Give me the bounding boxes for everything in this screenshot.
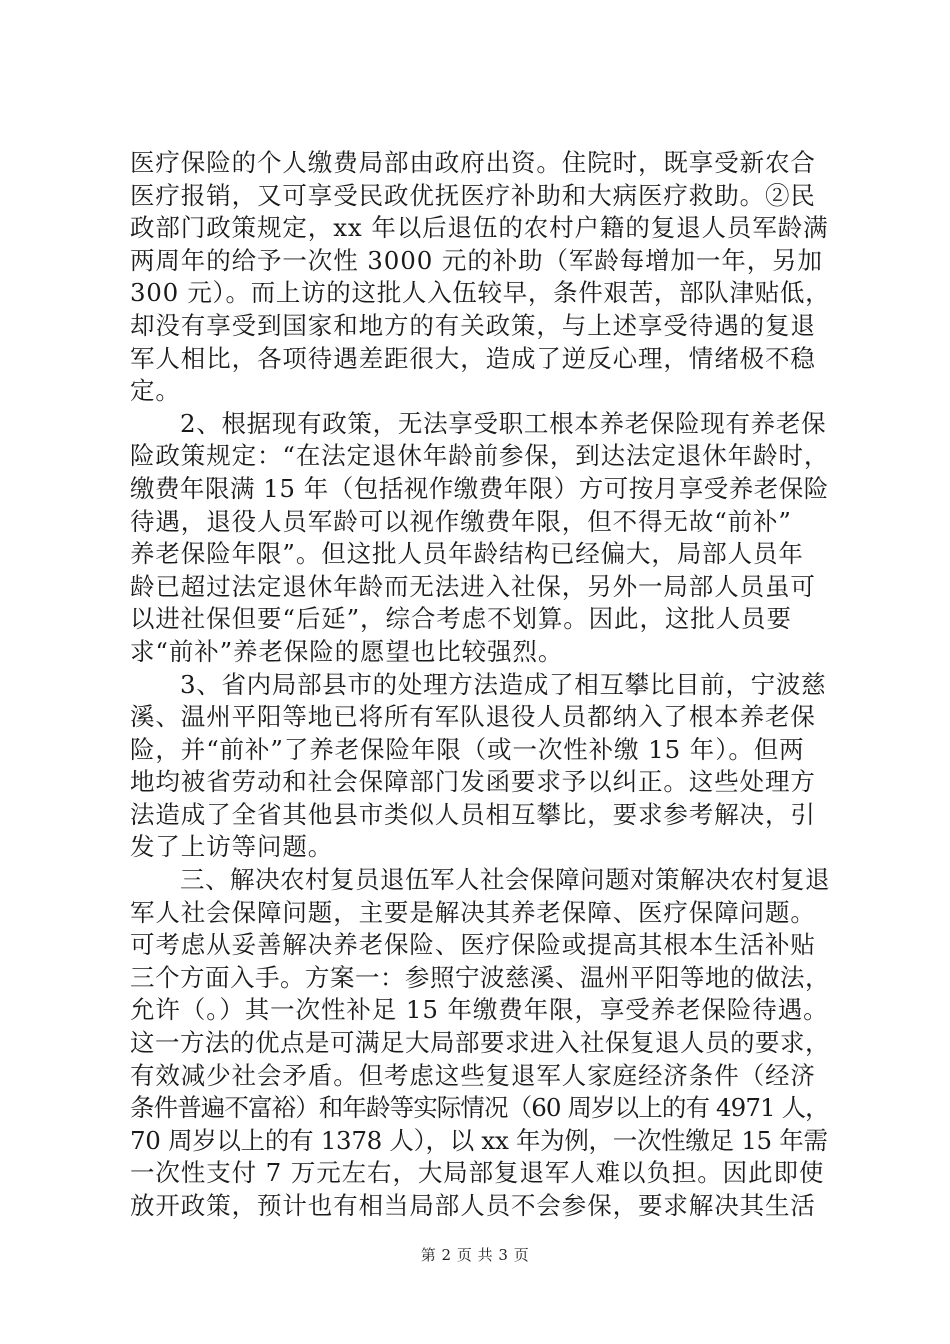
text-line: 3、省内局部县市的处理方法造成了相互攀比目前，宁波慈 — [180, 669, 827, 699]
text-line: 有效减少社会矛盾。但考虑这些复退军人家庭经济条件（经济 — [130, 1060, 816, 1090]
text-line: 条件普遍不富裕）和年龄等实际情况（60 周岁以上的有 4971 人， — [130, 1093, 829, 1123]
text-line: 险，并“前补”了养老保险年限（或一次性补缴 15 年）。但两 — [130, 734, 805, 764]
text-line: 政部门政策规定，xx 年以后退伍的农村户籍的复退人员军龄满 — [130, 213, 829, 243]
text-line: 龄已超过法定退休年龄而无法进入社保，另外一局部人员虽可 — [130, 571, 816, 601]
text-line: 溪、温州平阳等地已将所有军队退役人员都纳入了根本养老保 — [130, 702, 816, 732]
text-line: 却没有享受到国家和地方的有关政策，与上述享受待遇的复退 — [130, 310, 816, 340]
text-line: 允许（。）其一次性补足 15 年缴费年限，享受养老保险待遇。 — [130, 995, 829, 1025]
text-line: 军人相比，各项待遇差距很大，造成了逆反心理，情绪极不稳 — [130, 343, 816, 373]
text-line: 以进社保但要“后延”，综合考虑不划算。因此，这批人员要 — [130, 604, 792, 634]
text-line: 缴费年限满 15 年（包括视作缴费年限）方可按月享受养老保险 — [130, 473, 829, 503]
text-line: 发了上访等问题。 — [130, 832, 334, 862]
text-line: 待遇，退役人员军龄可以视作缴费年限，但不得无故“前补” — [130, 506, 792, 536]
text-line: 三个方面入手。方案一：参照宁波慈溪、温州平阳等地的做法， — [130, 962, 830, 992]
text-line: 定。 — [130, 376, 181, 406]
text-line: 2、根据现有政策，无法享受职工根本养老保险现有养老保 — [180, 408, 827, 438]
text-line: 一次性支付 7 万元左右，大局部复退军人难以负担。因此即使 — [130, 1158, 825, 1188]
body-text — [130, 147, 830, 1223]
text-line: 放开政策，预计也有相当局部人员不会参保，要求解决其生活 — [130, 1191, 816, 1220]
text-line: 300 元）。而上访的这批人入伍较早，条件艰苦，部队津贴低， — [130, 278, 831, 308]
text-line: 医疗保险的个人缴费局部由政府出资。住院时，既享受新农合 — [130, 148, 816, 177]
text-line: 地均被省劳动和社会保障部门发函要求予以纠正。这些处理方 — [130, 767, 816, 797]
text-line: 险政策规定：“在法定退休年龄前参保，到达法定退休年龄时， — [130, 441, 830, 471]
text-line: 法造成了全省其他县市类似人员相互攀比，要求参考解决，引 — [130, 799, 816, 829]
text-line: 军人社会保障问题，主要是解决其养老保障、医疗保障问题。 — [130, 897, 816, 927]
text-line: 可考虑从妥善解决养老保险、医疗保险或提高其根本生活补贴 — [130, 930, 816, 960]
page-footer: 第 2 页 共 3 页 — [420, 1246, 530, 1264]
text-line: 70 周岁以上的有 1378 人），以 xx 年为例，一次性缴足 15 年需 — [130, 1125, 828, 1155]
text-line: 三、解决农村复员退伍军人社会保障问题对策解决农村复退 — [180, 865, 830, 895]
text-line: 求“前补”养老保险的愿望也比较强烈。 — [130, 636, 564, 666]
text-line: 两周年的给予一次性 3000 元的补助（军龄每增加一年，另加 — [130, 245, 823, 275]
text-line: 养老保险年限”。但这批人员年龄结构已经偏大，局部人员年 — [130, 539, 804, 569]
text-line: 这一方法的优点是可满足大局部要求进入社保复退人员的要求， — [130, 1028, 830, 1058]
text-line: 医疗报销，又可享受民政优抚医疗补助和大病医疗救助。②民 — [130, 180, 816, 210]
